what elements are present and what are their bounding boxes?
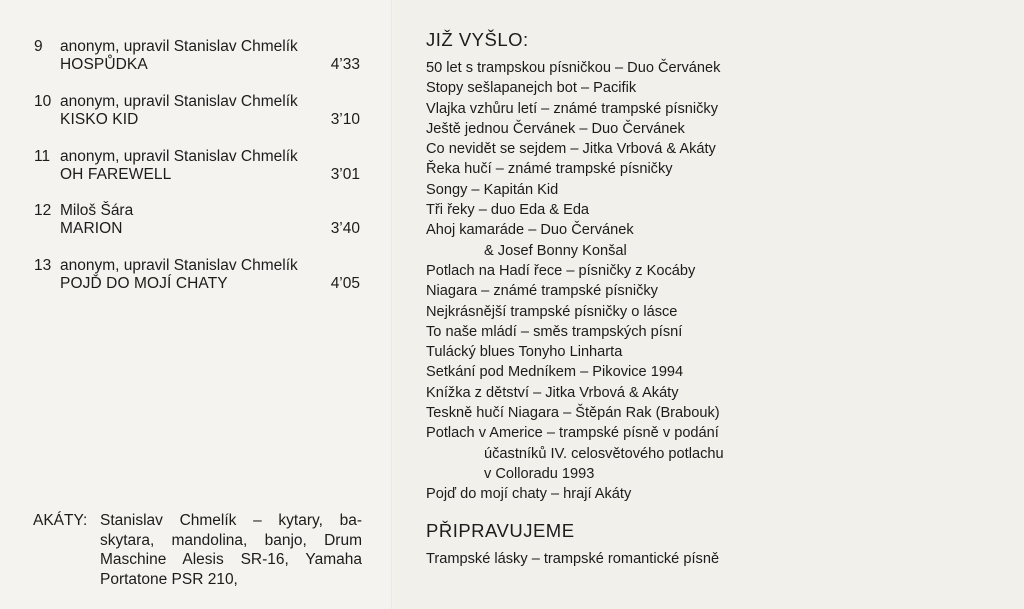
track-title: OH FAREWELL [60, 166, 172, 183]
release-item: Ahoj kamaráde – Duo Červánek [426, 222, 634, 239]
track-author: anonym, upravil Stanislav Chmelík [60, 38, 298, 55]
band-line: Stanislav Chmelík – kytary, ba- [100, 512, 362, 529]
band-label: AKÁTY: [33, 512, 88, 529]
track-title: MARION [60, 220, 123, 237]
released-list [426, 58, 724, 505]
track-number: 13 [34, 257, 52, 274]
release-item: 50 let s trampskou písničkou – Duo Červánek [426, 60, 721, 76]
upcoming-heading: PŘIPRAVUJEME [426, 520, 575, 541]
release-item: Vlajka vzhůru letí – známé trampské písničky [426, 100, 718, 117]
track-duration: 3’40 [330, 220, 360, 237]
track-author: anonym, upravil Stanislav Chmelík [60, 93, 298, 110]
release-item-continuation: účastníků IV. celosvětového potlachu [484, 445, 724, 462]
track-number: 11 [34, 148, 51, 165]
release-item-continuation: & Josef Bonny Konšal [484, 242, 627, 259]
left-panel [0, 0, 392, 609]
track-duration: 3’10 [330, 111, 360, 128]
track-duration: 3’01 [330, 166, 360, 183]
track-number: 12 [34, 202, 52, 219]
track-number: 10 [34, 93, 52, 110]
release-item: Tulácký blues Tonyho Linharta [426, 344, 623, 361]
track-duration: 4’05 [330, 275, 360, 292]
released-heading: JIŽ VYŠLO: [426, 29, 529, 50]
track-author: anonym, upravil Stanislav Chmelík [60, 148, 298, 165]
track-title: POJĎ DO MOJÍ CHATY [60, 275, 228, 292]
release-item: Setkání pod Medníkem – Pikovice 1994 [426, 364, 684, 381]
release-item: Niagara – známé trampské písničky [426, 283, 658, 300]
release-item: Co nevidět se sejdem – Jitka Vrbová & Akáty [426, 141, 716, 158]
release-item: Pojď do mojí chaty – hrají Akáty [426, 486, 632, 503]
release-item: Teskně hučí Niagara – Štěpán Rak (Brabouk) [426, 405, 720, 422]
track-number: 9 [34, 38, 43, 55]
release-item: Nejkrásnější trampské písničky o lásce [426, 303, 678, 320]
track-title: KISKO KID [60, 111, 139, 128]
track-author: anonym, upravil Stanislav Chmelík [60, 257, 298, 274]
release-item: Řeka hučí – známé trampské písničky [426, 161, 673, 178]
band-line: skytara, mandolina, banjo, Drum [100, 531, 362, 549]
release-item: Potlach v Americe – trampské písně v podání [426, 425, 719, 442]
release-item-continuation: v Colloradu 1993 [484, 465, 595, 482]
release-item: Potlach na Hadí řece – písničky z Kocáby [426, 262, 696, 279]
release-item: Knížka z dětství – Jitka Vrbová & Akáty [426, 384, 679, 401]
track-duration: 4’33 [330, 56, 360, 73]
upcoming-item: Trampské lásky – trampské romantické písně [426, 551, 720, 567]
release-item: Ještě jednou Červánek – Duo Červánek [426, 120, 685, 137]
release-item: To naše mládí – směs trampských písní [426, 323, 683, 340]
band-line: Maschine Alesis SR-16, Yamaha [100, 551, 362, 568]
track-author: Miloš Šára [60, 202, 134, 219]
release-item: Songy – Kapitán Kid [426, 181, 559, 198]
release-item: Tři řeky – duo Eda & Eda [426, 202, 590, 219]
band-members [100, 511, 362, 589]
release-item: Stopy sešlapanejch bot – Pacifik [426, 80, 637, 97]
band-line: Portatone PSR 210, [100, 570, 238, 588]
track-title: HOSPŮDKA [60, 56, 148, 73]
